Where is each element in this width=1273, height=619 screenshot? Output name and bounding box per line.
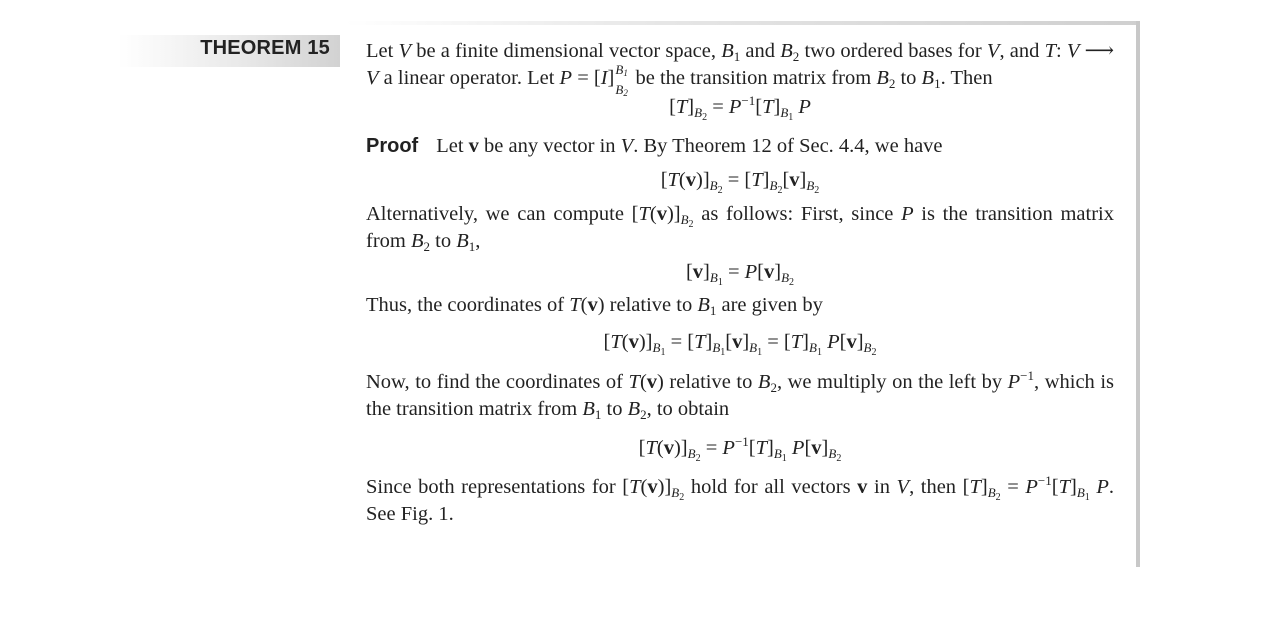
theorem-body	[366, 38, 1114, 528]
paragraph-since: Since both representations for $[T(v)]_{B_2}$ hold for all vectors v in V, then $[T]_{B_2} = P^{-1}[T]_{B_1}$ P. See Fig. 1.	[366, 473, 1115, 525]
frame-top-rule	[345, 21, 1140, 25]
paragraph-now: Now, to find the coordinates of T(v) relative to $B_2$, we multiply on the left by $P^{-1}$, which is the transition matrix from $B_1$ to $B_2$, to obtain	[366, 368, 1115, 422]
equation-3: $[T(v)]_{B_1} = [T]_{B_1}[v]_{B_1} = [T]_{B_1}$ $P[v]_{B_2}$	[603, 331, 877, 358]
equation-4: $[T(v)]_{B_2} = P^{-1}[T]_{B_1}$ $P[v]_{B_2}$	[638, 434, 842, 464]
equation-2: $[v]_{B_1} = P[v]_{B_2}$	[685, 261, 795, 288]
paragraph-alternatively: Alternatively, we can compute $[T(v)]_{B_2}$ as follows: First, since P is the transition matrix from $B_2$ to $B_1$,	[366, 203, 1115, 254]
proof-intro: Proof Let v be any vector in V. By Theorem 12 of Sec. 4.4, we have	[366, 135, 943, 157]
equation-1: $[T(v)]_{B_2} = [T]_{B_2}[v]_{B_2}$	[660, 169, 820, 196]
paragraph-thus: Thus, the coordinates of T(v) relative to $B_1$ are given by	[366, 294, 823, 318]
frame-right-rule	[1136, 21, 1140, 567]
equation-main: $[T]_{B_2} = P^{-1}[T]_{B_1}$ P	[669, 93, 811, 123]
theorem-label: THEOREM 15	[200, 37, 330, 59]
theorem-text: Let V be a finite dimensional vector space, $B_1$ and $B_2$ two ordered bases for V, and T: V ⟶ V a linear operator. Let P = [I] $B_1$ $B_2$ be the transition matrix from $B_2$ to $B_1$. Then	[366, 40, 1114, 98]
theorem-statement	[366, 38, 1114, 98]
proof-label: Proof	[366, 135, 419, 157]
